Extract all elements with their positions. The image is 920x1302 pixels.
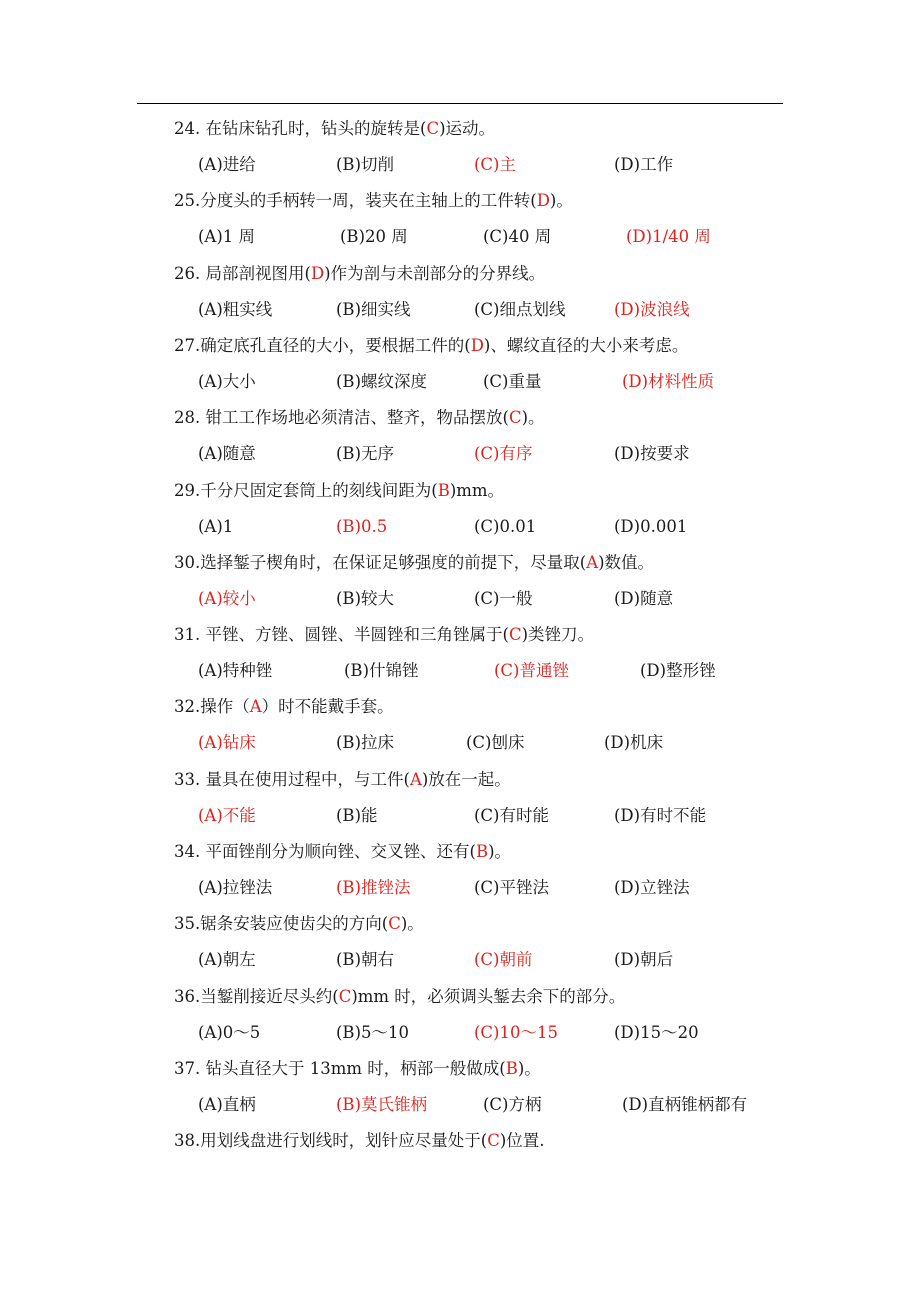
question-text-part: 35.锯条安装应使齿尖的方向( bbox=[174, 914, 389, 933]
option: (D)按要求 bbox=[614, 444, 690, 463]
option: (A)随意 bbox=[198, 444, 256, 463]
answer-letter: C bbox=[388, 914, 401, 933]
question-text-part: )mm。 bbox=[449, 481, 505, 500]
option: (D)工作 bbox=[614, 155, 674, 174]
question-text-part: 31. 平锉、方锉、圆锉、半圆锉和三角锉属于( bbox=[174, 625, 509, 644]
question-text bbox=[174, 1131, 545, 1151]
question-text-part: 24. 在钻床钻孔时，钻头的旋转是( bbox=[174, 119, 427, 138]
question-text bbox=[174, 481, 504, 501]
option-correct: (D)波浪线 bbox=[614, 300, 690, 319]
option: (C)有时能 bbox=[474, 806, 549, 825]
answer-letter: A bbox=[409, 770, 422, 789]
question-text bbox=[174, 336, 688, 356]
option: (C)方柄 bbox=[483, 1095, 542, 1114]
option: (C)刨床 bbox=[466, 733, 525, 752]
option: (D)0.001 bbox=[614, 517, 688, 536]
option-correct: (A)钻床 bbox=[198, 733, 256, 752]
question-text-part: 37. 钻头直径大于 13mm 时，柄部一般做成( bbox=[174, 1059, 506, 1078]
question-text bbox=[174, 553, 654, 573]
option: (D)立锉法 bbox=[614, 878, 690, 897]
question-text-part: )运动。 bbox=[439, 119, 495, 138]
question-text-part: )。 bbox=[517, 1059, 541, 1078]
option-correct: (C)主 bbox=[474, 155, 516, 174]
option: (B)无序 bbox=[336, 444, 394, 463]
option: (B)20 周 bbox=[340, 227, 408, 246]
question-text bbox=[174, 914, 424, 934]
option: (D)整形锉 bbox=[640, 661, 716, 680]
question-text-part: )、螺纹直径的大小来考虑。 bbox=[483, 336, 689, 355]
option: (C)一般 bbox=[474, 589, 533, 608]
question-text bbox=[174, 1059, 541, 1079]
option: (C)重量 bbox=[483, 372, 542, 391]
option: (A)拉锉法 bbox=[198, 878, 273, 897]
option: (A)粗实线 bbox=[198, 300, 273, 319]
answer-letter: B bbox=[475, 842, 489, 861]
answer-letter: D bbox=[310, 264, 325, 283]
question-text-part: 28. 钳工工作场地必须清洁、整齐，物品摆放( bbox=[174, 408, 509, 427]
option: (A)大小 bbox=[198, 372, 256, 391]
question-text-part: 38.用划线盘进行划线时，划针应尽量处于( bbox=[174, 1131, 488, 1150]
option: (D)15～20 bbox=[614, 1023, 699, 1042]
answer-letter: D bbox=[536, 191, 550, 210]
option-correct: (A)不能 bbox=[198, 806, 256, 825]
option-correct: (D)材料性质 bbox=[622, 372, 715, 391]
option: (D)有时不能 bbox=[614, 806, 707, 825]
question-text-part: 30.选择錾子楔角时，在保证足够强度的前提下，尽量取( bbox=[174, 553, 587, 572]
question-text-part: 33. 量具在使用过程中，与工件( bbox=[174, 770, 410, 789]
option: (B)较大 bbox=[336, 589, 394, 608]
option-correct: (B)推锉法 bbox=[336, 878, 411, 897]
option: (A)1 周 bbox=[198, 227, 256, 246]
question-text-part: 25.分度头的手柄转一周，装夹在主轴上的工件转( bbox=[174, 191, 537, 210]
option: (A)0～5 bbox=[198, 1023, 261, 1042]
question-text-part: 26. 局部剖视图用( bbox=[174, 264, 311, 283]
question-text-part: 34. 平面锉削分为顺向锉、交叉锉、还有( bbox=[174, 842, 476, 861]
question-text-part: )类锉刀。 bbox=[521, 625, 594, 644]
option: (C)细点划线 bbox=[474, 300, 566, 319]
option: (A)进给 bbox=[198, 155, 256, 174]
answer-letter: A bbox=[586, 553, 599, 572]
question-text-part: )。 bbox=[521, 408, 545, 427]
question-text bbox=[174, 697, 394, 717]
question-text-part: )作为剖与未剖部分的分界线。 bbox=[324, 264, 546, 283]
option: (B)朝右 bbox=[336, 950, 394, 969]
answer-letter: C bbox=[338, 987, 352, 1006]
option: (B)能 bbox=[336, 806, 378, 825]
question-text-part: )mm 时，必须调头錾去余下的部分。 bbox=[351, 987, 626, 1006]
answer-letter: D bbox=[470, 336, 484, 355]
question-text bbox=[174, 625, 594, 645]
option: (B)切削 bbox=[336, 155, 394, 174]
option: (C)40 周 bbox=[483, 227, 552, 246]
option: (C)平锉法 bbox=[474, 878, 549, 897]
question-text-part: )位置. bbox=[499, 1131, 545, 1150]
question-text-part: ）时不能戴手套。 bbox=[261, 697, 394, 716]
option-correct: (B)莫氏锥柄 bbox=[336, 1095, 427, 1114]
question-text-part: 29.千分尺固定套筒上的刻线间距为( bbox=[174, 481, 438, 500]
option-correct: (C)10～15 bbox=[474, 1023, 558, 1042]
option: (B)5～10 bbox=[336, 1023, 409, 1042]
question-text-part: 32.操作（ bbox=[174, 697, 250, 716]
question-text bbox=[174, 264, 545, 284]
option: (B)拉床 bbox=[336, 733, 394, 752]
option: (D)直柄锥柄都有 bbox=[622, 1095, 748, 1114]
answer-letter: B bbox=[437, 481, 450, 500]
option: (D)朝后 bbox=[614, 950, 674, 969]
option-correct: (C)朝前 bbox=[474, 950, 533, 969]
answer-letter: A bbox=[249, 697, 262, 716]
question-text-part: 27.确定底孔直径的大小，要根据工件的( bbox=[174, 336, 471, 355]
question-text-part: )。 bbox=[549, 191, 573, 210]
question-text bbox=[174, 987, 625, 1007]
option: (A)1 bbox=[198, 517, 234, 536]
option-correct: (D)1/40 周 bbox=[626, 227, 711, 246]
option: (B)螺纹深度 bbox=[336, 372, 427, 391]
option-correct: (C)普通锉 bbox=[494, 661, 569, 680]
option: (B)什锦锉 bbox=[344, 661, 419, 680]
question-text-part: )数值。 bbox=[598, 553, 655, 572]
question-text-part: 36.当錾削接近尽头约( bbox=[174, 987, 339, 1006]
question-text-part: )。 bbox=[400, 914, 424, 933]
option: (D)机床 bbox=[604, 733, 664, 752]
answer-letter: C bbox=[426, 119, 440, 138]
option-correct: (C)有序 bbox=[474, 444, 533, 463]
question-text bbox=[174, 842, 511, 862]
question-text-part: )放在一起。 bbox=[421, 770, 511, 789]
question-text-part: )。 bbox=[488, 842, 512, 861]
option: (A)直柄 bbox=[198, 1095, 256, 1114]
question-text bbox=[174, 191, 573, 211]
question-text bbox=[174, 119, 495, 139]
answer-letter: C bbox=[508, 625, 522, 644]
question-text bbox=[174, 408, 545, 428]
option: (D)随意 bbox=[614, 589, 674, 608]
option: (A)朝左 bbox=[198, 950, 256, 969]
option: (A)特种锉 bbox=[198, 661, 273, 680]
question-text bbox=[174, 770, 511, 790]
option: (C)0.01 bbox=[474, 517, 537, 536]
answer-letter: C bbox=[487, 1131, 500, 1150]
option-correct: (A)较小 bbox=[198, 589, 256, 608]
option-correct: (B)0.5 bbox=[336, 517, 388, 536]
answer-letter: B bbox=[505, 1059, 518, 1078]
option: (B)细实线 bbox=[336, 300, 411, 319]
answer-letter: C bbox=[508, 408, 522, 427]
